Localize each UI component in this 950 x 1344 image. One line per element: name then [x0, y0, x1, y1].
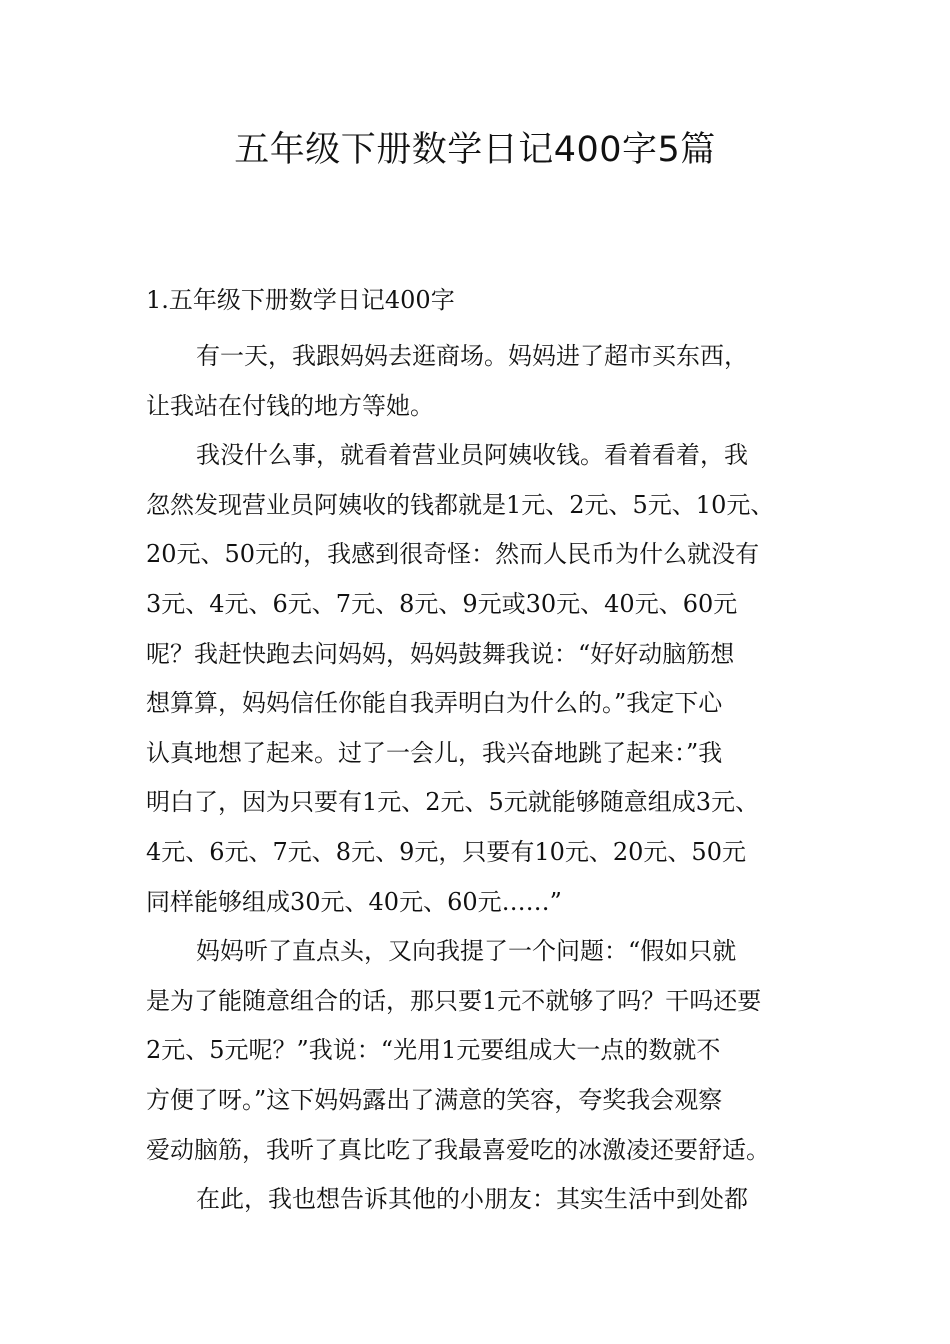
paragraph-line: 20元、50元的，我感到很奇怪：然而人民币为什么就没有	[146, 540, 760, 569]
paragraph-line: 明白了，因为只要有1元、2元、5元就能够随意组成3元、	[146, 788, 760, 817]
paragraph-line: 爱动脑筋，我听了真比吃了我最喜爱吃的冰激凌还要舒适。	[146, 1135, 770, 1164]
section-heading: 1.五年级下册数学日记400字	[146, 286, 455, 314]
paragraph-line: 让我站在付钱的地方等她。	[146, 391, 434, 420]
paragraph-line: 忽然发现营业员阿姨收的钱都就是1元、2元、5元、10元、	[146, 490, 775, 519]
paragraph-line: 呢？我赶快跑去问妈妈，妈妈鼓舞我说：“好好动脑筋想	[146, 639, 735, 668]
paragraph-line: 方便了呀。”这下妈妈露出了满意的笑容，夸奖我会观察	[146, 1085, 723, 1114]
paragraph-line: 4元、6元、7元、8元、9元，只要有10元、20元、50元	[146, 837, 746, 866]
paragraph-line: 认真地想了起来。过了一会儿，我兴奋地跳了起来：”我	[146, 738, 723, 767]
paragraph-line: 想算算，妈妈信任你能自我弄明白为什么的。”我定下心	[146, 689, 723, 718]
paragraph-line: 我没什么事，就看着营业员阿姨收钱。看着看着，我	[196, 441, 748, 470]
paragraph-line: 同样能够组成30元、40元、60元……”	[146, 887, 562, 916]
paragraph-line: 2元、5元呢？”我说：“光用1元要组成大一点的数就不	[146, 1036, 721, 1065]
paragraph-line: 3元、4元、6元、7元、8元、9元或30元、40元、60元	[146, 589, 738, 618]
paragraph-line: 妈妈听了直点头，又向我提了一个问题：“假如只就	[196, 937, 737, 966]
paragraph-line: 在此，我也想告诉其他的小朋友：其实生活中到处都	[196, 1185, 748, 1214]
document-title: 五年级下册数学日记400字5篇	[234, 130, 716, 170]
diary-body	[146, 332, 816, 1225]
paragraph-line: 是为了能随意组合的话，那只要1元不就够了吗？干吗还要	[146, 986, 762, 1015]
paragraph-line: 有一天，我跟妈妈去逛商场。妈妈进了超市买东西，	[196, 342, 748, 370]
